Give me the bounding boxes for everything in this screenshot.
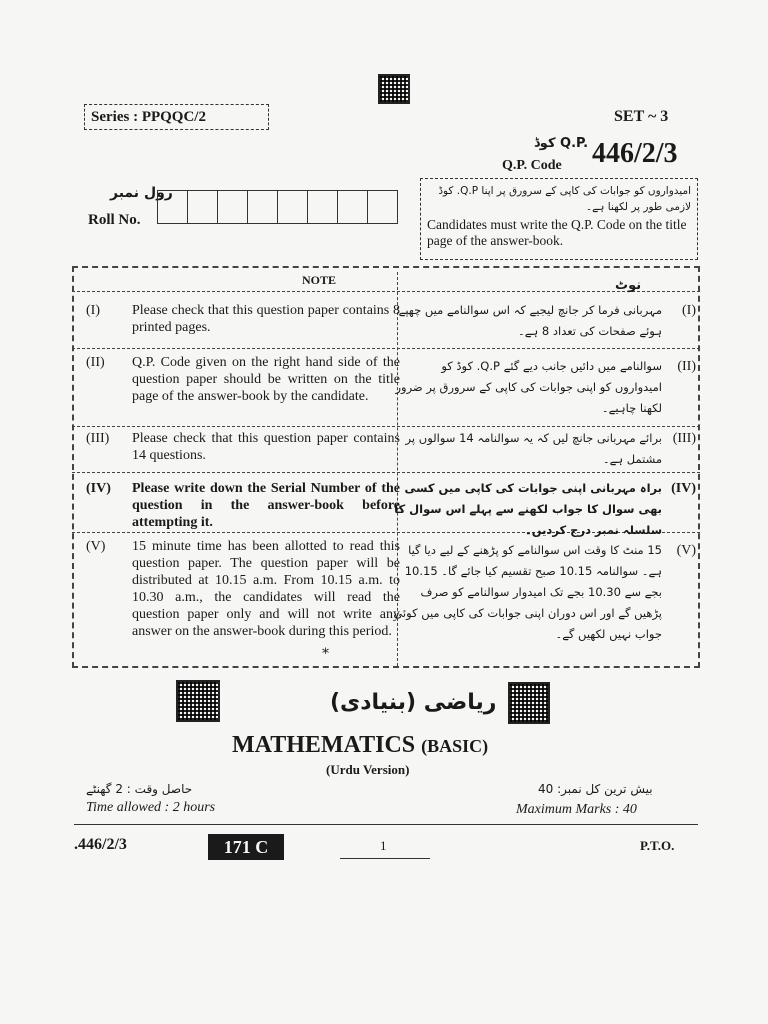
roll-number-digit-box: [277, 190, 308, 224]
note-row-divider: [72, 348, 700, 349]
subject-title: [232, 732, 488, 759]
star-mark: *: [322, 646, 329, 662]
note-item-urdu-text: سوالنامے میں دائیں جانب دیے گئے Q.P. کوڈ کو امیدواروں کو اپنی جوابات کی کاپی کے سرورق پر ضرور لکھنا چاہیے۔: [395, 359, 662, 415]
note-item-urdu-number: (I): [682, 303, 696, 318]
note-row-divider: [72, 426, 700, 427]
note-item-urdu-number: (II): [677, 359, 696, 374]
note-item-urdu-text: مہربانی فرما کر جانچ لیجیے کہ اس سوالنامے میں چھپے ہوئے صفحات کی تعداد 8 ہے۔: [398, 303, 662, 338]
roll-number-boxes: [158, 190, 398, 224]
note-item-number: (III): [86, 431, 110, 446]
maximum-marks-urdu: بیش ترین کل نمبر: 40: [538, 782, 653, 796]
note-item-number: (I): [86, 303, 100, 318]
roll-number-digit-box: [157, 190, 188, 224]
roll-number-digit-box: [187, 190, 218, 224]
roll-number-digit-box: [217, 190, 248, 224]
qp-code-value: 446/2/3: [592, 138, 678, 169]
note-item-number: (IV): [86, 481, 111, 496]
candidate-instruction-box: [420, 178, 698, 260]
note-item-urdu-text: 15 منٹ کا وقت اس سوالنامے کو پڑھنے کے لیے دیا گیا ہے۔ سوالنامہ 10.15 صبح تقسیم کیا جائے گا۔ 10.15 بجے سے 10.30 بجے تک امیدوار سوالنامے کو صرف پڑھیں گے اور اس دوران اپنی جوابات کی کاپی میں کوئی جواب نہیں لکھیں گے۔: [393, 543, 662, 641]
qr-code-icon: [378, 74, 410, 104]
note-item-urdu-number: (V): [676, 543, 696, 558]
note-item-text: Q.P. Code given on the right hand side of the question paper should be written on the title page of the answer-book by the candidate.: [132, 355, 400, 404]
note-item-number: (II): [86, 355, 105, 370]
footer-qp-code: .446/2/3: [74, 836, 127, 853]
subject-name: MATHEMATICS: [232, 732, 416, 758]
series-label: Series : PPQQC/2: [84, 104, 269, 130]
footer-divider: [74, 824, 698, 825]
note-item-urdu-number: (IV): [671, 481, 696, 496]
note-item-urdu-number: (III): [672, 431, 696, 446]
note-title: NOTE: [302, 273, 337, 287]
time-allowed: Time allowed : 2 hours: [86, 800, 216, 815]
pto-label: P.T.O.: [640, 838, 675, 853]
roll-number-urdu-label: رول نمبر: [110, 185, 173, 201]
note-item-number: (V): [86, 539, 106, 554]
note-item-urdu-1: [400, 300, 696, 346]
note-item-text: Please check that this question paper contains 8 printed pages.: [132, 303, 400, 335]
candidate-instruction-english: Candidates must write the Q.P. Code on the title page of the answer-book.: [427, 217, 687, 248]
subject-urdu-title: ریاضی (بنیادی): [330, 690, 497, 715]
set-label: SET ~ 3: [614, 108, 669, 125]
note-item-urdu-text: برائے مہربانی جانچ لیں کہ یہ سوالنامہ 14 سوالوں پر مشتمل ہے۔: [405, 431, 662, 466]
note-item-urdu-5: [393, 540, 696, 664]
subject-level: (BASIC): [421, 736, 489, 756]
note-header-row: [72, 270, 700, 292]
qp-code-label: Q.P. Code: [502, 158, 562, 173]
roll-number-digit-box: [367, 190, 398, 224]
footer-code-badge: 171 C: [208, 834, 284, 860]
subject-version: (Urdu Version): [326, 762, 410, 777]
note-item-urdu-3: [400, 428, 696, 472]
roll-number-digit-box: [247, 190, 278, 224]
qr-code-icon: [176, 680, 220, 722]
time-allowed-urdu: حاصل وقت : 2 گھنٹے: [86, 782, 193, 796]
roll-number-digit-box: [307, 190, 338, 224]
note-row-divider: [72, 472, 700, 473]
note-item-text: 15 minute time has been allotted to read this question paper. The question paper will be distributed at 10.15 a.m. From 10.15 a.m. to 10.30 a.m., the candidates will read the question paper only and will not write any answer on the answer-book during this period.: [132, 539, 400, 639]
roll-number-label: Roll No.: [88, 212, 141, 228]
page-number: 1: [380, 838, 387, 853]
note-title-urdu: نوٹ: [615, 278, 642, 293]
maximum-marks: Maximum Marks : 40: [516, 802, 637, 817]
roll-number-digit-box: [337, 190, 368, 224]
note-item-text: Please write down the Serial Number of the question in the answer-book before attempting it.: [132, 481, 400, 530]
candidate-instruction-urdu: امیدواروں کو جوابات کی کاپی کے سرورق پر اپنا Q.P. کوڈ لازمی طور پر لکھنا ہے۔: [438, 185, 691, 213]
note-item-urdu-2: [395, 356, 696, 424]
note-item-urdu-text: براہ مہربانی اپنی جوابات کی کاپی میں کسی بھی سوال کا جواب لکھنے سے پہلے اس سوال کا سلسلہ نمبر درج کردیں۔: [394, 481, 662, 537]
note-item-urdu-4: [394, 478, 696, 537]
note-item-text: Please check that this question paper contains 14 questions.: [132, 431, 400, 463]
qp-code-urdu-label: کوڈ Q.P.: [534, 136, 589, 151]
qr-code-icon: [508, 682, 550, 724]
page-number-underline: [340, 858, 430, 859]
